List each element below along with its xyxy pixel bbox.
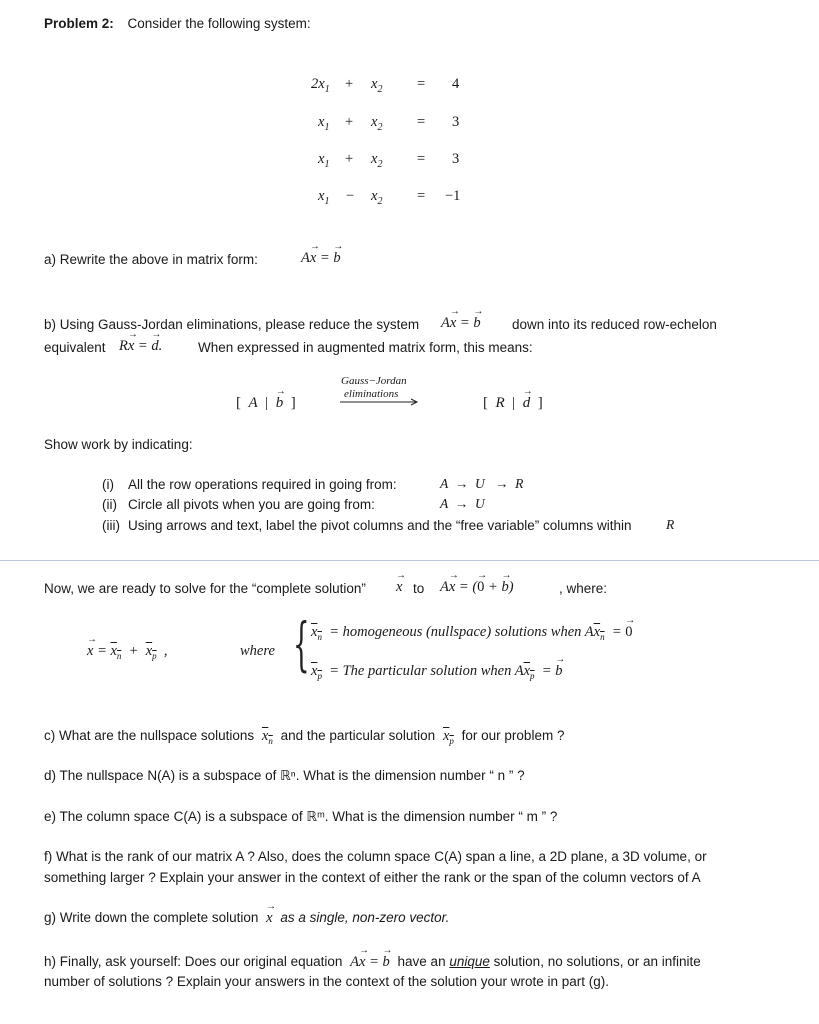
part-b-line1-pre: b) Using Gauss-Jordan eliminations, please reduce the system <box>44 317 420 332</box>
part-b-line2-formula: Rx → = d →. <box>119 338 162 355</box>
part-a-text: a) Rewrite the above in matrix form: <box>44 252 258 267</box>
eq-row-4-equals: = <box>417 188 426 204</box>
part-b-line1-formula: Ax → = b → <box>441 315 481 332</box>
eq-row-1-lhs: $2x_1$ <box>311 76 330 95</box>
eq-row-4-op: − <box>346 188 355 204</box>
work-item-3-num: (iii) <box>102 518 120 533</box>
eq-row-2-x2: $x_2$ <box>371 114 383 133</box>
gauss-jordan-arrow-icon <box>338 398 422 406</box>
show-work-title: Show work by indicating: <box>44 437 193 452</box>
work-item-1-text: All the row operations required in going from: <box>128 477 397 492</box>
eq-row-3-rhs: 3 <box>452 151 460 167</box>
brace-icon: { <box>293 610 310 678</box>
work-item-1-num: (i) <box>102 477 114 492</box>
problem-label: Problem 2: <box>44 16 114 31</box>
complete-solution-pre: Now, we are ready to solve for the “complete solution” <box>44 581 366 596</box>
arrow-label-top: Gauss−Jordan <box>341 375 407 387</box>
xn-definition: $x_n$ = homogeneous (nullspace) solutions when $Ax_n = 0$ → <box>311 624 633 642</box>
eq-row-1-equals: = <box>417 76 426 92</box>
eq-row-1-x2: $x_2$ <box>371 76 383 95</box>
problem-intro: Consider the following system: <box>127 16 311 31</box>
complete-solution-post: , where: <box>559 581 608 596</box>
work-item-2-text: Circle all pivots when you are going from: <box>128 497 375 512</box>
eq-row-1-rhs: 4 <box>452 76 460 92</box>
work-item-2-num: (ii) <box>102 497 117 512</box>
part-a-formula: Ax → = b → <box>301 250 341 267</box>
work-item-3-path: R <box>666 517 675 532</box>
question-d: d) The nullspace N(A) is a subspace of ℝⁿ. What is the dimension number “ n ” ? <box>44 768 525 783</box>
question-f-line2: something larger ? Explain your answer in the context of either the rank or the span of the column vectors of A <box>44 870 701 885</box>
part-b-line2-pre: equivalent <box>44 340 106 355</box>
xp-definition: $x_p$ = The particular solution when $Ax_p = b$ → <box>311 663 562 681</box>
arrow-label-bottom: eliminations <box>344 388 399 400</box>
eq-row-3-x2: $x_2$ <box>371 151 383 170</box>
part-b-line1-post: down into its reduced row-echelon <box>512 317 717 332</box>
question-h-line1: h) Finally, ask yourself: Does our original equation Ax → = b → have an unique solution, no solutions, or an infinite <box>44 954 701 971</box>
eq-row-4-x2: $x_2$ <box>371 188 383 207</box>
eq-row-3-equals: = <box>417 151 426 167</box>
part-b-line2-post: When expressed in augmented matrix form, this means: <box>198 340 533 355</box>
work-item-3-text: Using arrows and text, label the pivot columns and the “free variable” columns within <box>128 518 632 533</box>
problem-header <box>44 16 311 31</box>
complete-solution-to: to <box>413 581 425 596</box>
complete-solution-where: where <box>240 643 275 659</box>
question-e: e) The column space C(A) is a subspace of ℝᵐ. What is the dimension number “ m ” ? <box>44 809 558 824</box>
question-h-line2: number of solutions ? Explain your answers in the context of the solution your wrote in part (g). <box>44 974 610 989</box>
eq-row-2-lhs: $x_1$ <box>318 114 330 133</box>
augmented-matrix-left: [ A | b → ] <box>236 395 296 412</box>
question-g: g) Write down the complete solution x → as a single, non-zero vector. <box>44 910 449 927</box>
complete-solution-formula: Ax → = (0 → + b →) <box>440 579 514 596</box>
eq-row-4-lhs: $x_1$ <box>318 188 330 207</box>
complete-solution-sum: x → = $x_n + x_p$ , <box>87 643 168 661</box>
eq-row-3-op: + <box>345 151 354 167</box>
work-item-1-path: A → U → R <box>440 476 524 491</box>
eq-row-1-op: + <box>345 76 354 92</box>
augmented-matrix-right: [ R | d → ] <box>483 395 543 412</box>
question-c: c) What are the nullspace solutions $x_n$ and the particular solution $x_p$ for our problem ? <box>44 728 565 746</box>
eq-row-3-lhs: $x_1$ <box>318 151 330 170</box>
eq-row-4-rhs: −1 <box>445 188 461 204</box>
eq-row-2-equals: = <box>417 114 426 130</box>
question-f-line1: f) What is the rank of our matrix A ? Also, does the column space C(A) span a line, a 2D plane, a 3D volume, or <box>44 849 707 864</box>
work-item-2-path: A → U <box>440 496 485 511</box>
section-divider <box>0 560 819 561</box>
eq-row-2-op: + <box>345 114 354 130</box>
complete-solution-x: x → <box>396 579 402 596</box>
eq-row-2-rhs: 3 <box>452 114 460 130</box>
